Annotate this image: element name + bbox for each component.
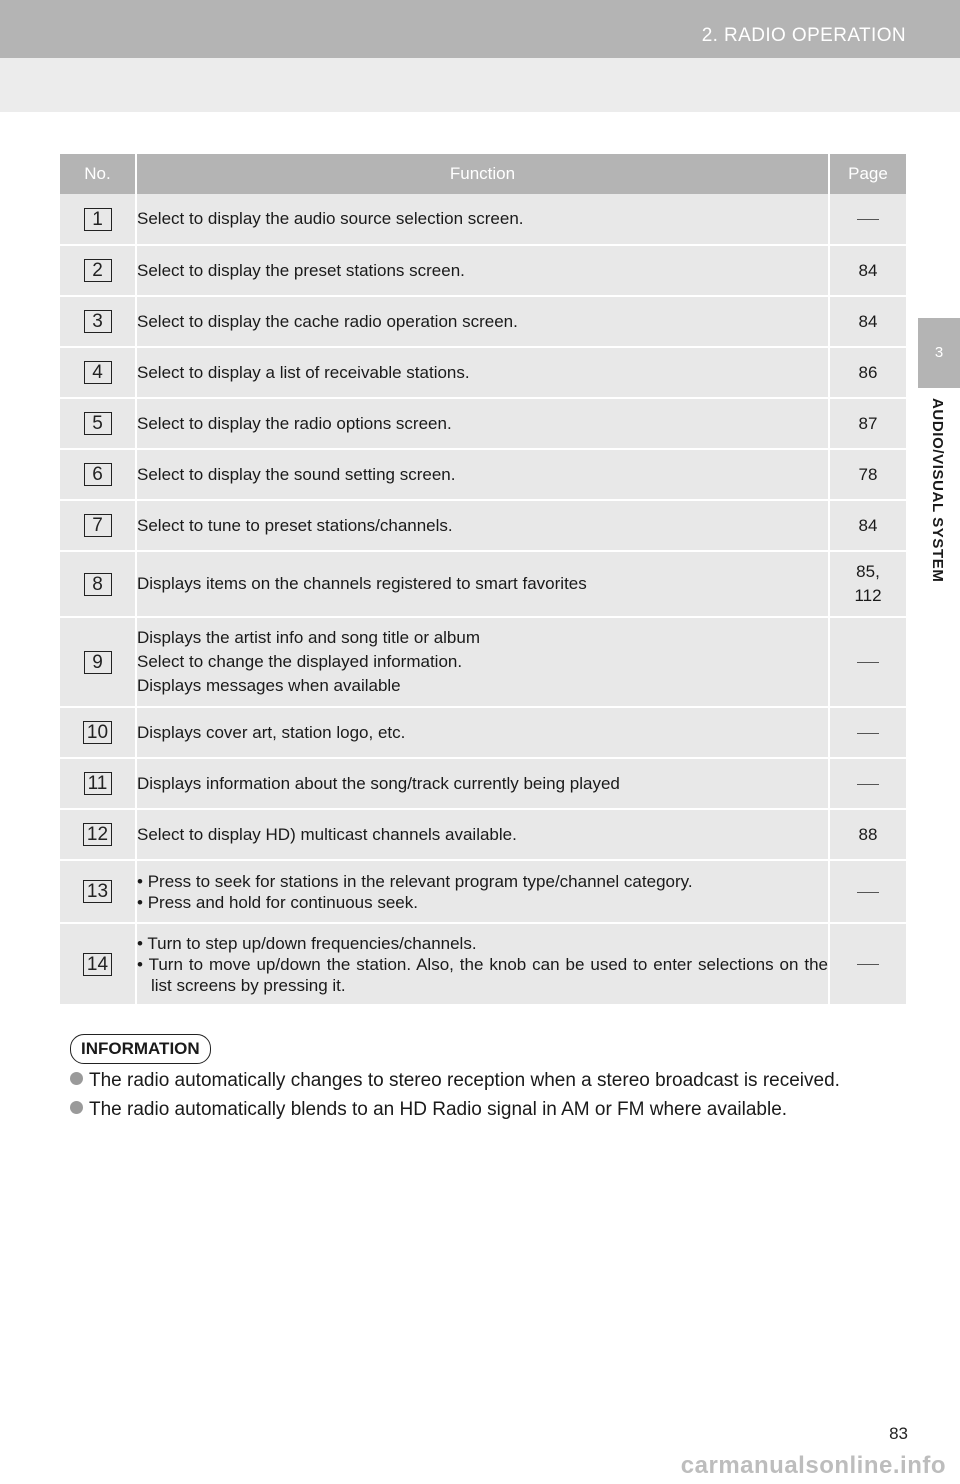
function-cell bbox=[136, 809, 829, 860]
watermark: carmanualsonline.info bbox=[680, 1452, 946, 1479]
function-text: Select to display the preset stations screen. bbox=[137, 260, 465, 280]
function-text: Select to display the cache radio operation screen. bbox=[137, 311, 518, 331]
page-cell bbox=[829, 707, 906, 758]
row-number-cell bbox=[60, 296, 136, 347]
function-bullet bbox=[137, 933, 828, 954]
row-number: 8 bbox=[84, 573, 112, 596]
page-cell bbox=[829, 551, 906, 617]
row-number: 14 bbox=[83, 953, 112, 976]
row-number-cell bbox=[60, 347, 136, 398]
page-number: 83 bbox=[889, 1424, 908, 1443]
table-row bbox=[60, 758, 906, 809]
bullet-text: Turn to move up/down the station. Also, the knob can be used to enter selections on the list screens by pressing it. bbox=[148, 954, 828, 995]
row-number: 2 bbox=[84, 259, 112, 282]
row-number: 7 bbox=[84, 514, 112, 537]
function-text: Displays the artist info and song title or album bbox=[137, 628, 481, 647]
no-page-dash-icon bbox=[857, 662, 879, 663]
table-row bbox=[60, 860, 906, 923]
page-reference: 87 bbox=[858, 413, 878, 433]
table-row bbox=[60, 296, 906, 347]
function-cell bbox=[136, 707, 829, 758]
page-cell bbox=[829, 296, 906, 347]
function-cell bbox=[136, 758, 829, 809]
table-row bbox=[60, 398, 906, 449]
row-number-cell bbox=[60, 500, 136, 551]
table-row bbox=[60, 347, 906, 398]
information-text: The radio automatically changes to stereo reception when a stereo broadcast is received. bbox=[89, 1070, 840, 1091]
function-cell bbox=[136, 449, 829, 500]
bullet-dot-icon bbox=[70, 1101, 83, 1114]
section-title: 2. RADIO OPERATION bbox=[701, 25, 906, 46]
function-bullet bbox=[137, 954, 828, 996]
row-number-cell bbox=[60, 809, 136, 860]
function-cell bbox=[136, 398, 829, 449]
table-row bbox=[60, 194, 906, 245]
row-number: 12 bbox=[83, 823, 112, 846]
function-cell bbox=[136, 617, 829, 707]
function-cell bbox=[136, 923, 829, 1005]
function-cell bbox=[136, 347, 829, 398]
row-number: 5 bbox=[84, 412, 112, 435]
chapter-tab bbox=[918, 318, 960, 388]
page-cell bbox=[829, 758, 906, 809]
page-cell bbox=[829, 398, 906, 449]
row-number: 13 bbox=[83, 880, 112, 903]
function-cell bbox=[136, 296, 829, 347]
row-number-cell bbox=[60, 923, 136, 1005]
function-text: Select to display the sound setting screen. bbox=[137, 464, 456, 484]
page-reference: 84 bbox=[858, 515, 878, 535]
row-number: 11 bbox=[84, 772, 112, 795]
information-text: The radio automatically blends to an HD Radio signal in AM or FM where available. bbox=[89, 1099, 788, 1120]
function-text: Select to change the displayed information. bbox=[137, 652, 463, 671]
page-reference: 84 bbox=[858, 260, 878, 280]
function-cell bbox=[136, 500, 829, 551]
function-cell bbox=[136, 860, 829, 923]
page-cell bbox=[829, 923, 906, 1005]
page-reference: 78 bbox=[858, 464, 878, 484]
row-number-cell bbox=[60, 398, 136, 449]
bullet-dot-icon bbox=[70, 1072, 83, 1085]
page-reference: 85, 112 bbox=[854, 562, 882, 605]
no-page-dash-icon bbox=[857, 892, 879, 893]
bullet-text: Turn to step up/down frequencies/channels. bbox=[147, 933, 477, 953]
table-row bbox=[60, 707, 906, 758]
page-cell bbox=[829, 245, 906, 296]
function-text: Select to tune to preset stations/channels. bbox=[137, 515, 453, 535]
column-header-function: Function bbox=[136, 154, 829, 194]
page-cell bbox=[829, 809, 906, 860]
bullet-icon: • bbox=[137, 871, 148, 891]
no-page-dash-icon bbox=[857, 733, 879, 734]
row-number: 10 bbox=[83, 721, 112, 744]
table-row bbox=[60, 449, 906, 500]
column-header-page: Page bbox=[829, 154, 906, 194]
row-number-cell bbox=[60, 245, 136, 296]
function-text: Select to display HD) multicast channels available. bbox=[137, 824, 517, 844]
function-cell bbox=[136, 245, 829, 296]
table-row bbox=[60, 923, 906, 1005]
row-number: 9 bbox=[84, 651, 112, 674]
information-label: INFORMATION bbox=[70, 1034, 211, 1064]
bullet-icon: • bbox=[137, 892, 148, 912]
chapter-label: AUDIO/VISUAL SYSTEM bbox=[929, 398, 946, 583]
page-cell bbox=[829, 500, 906, 551]
page-cell bbox=[829, 347, 906, 398]
information-item bbox=[70, 1099, 930, 1121]
row-number-cell bbox=[60, 194, 136, 245]
function-text: Select to display the radio options screen. bbox=[137, 413, 452, 433]
function-table bbox=[60, 154, 906, 1006]
column-header-no: No. bbox=[60, 154, 136, 194]
page-reference: 86 bbox=[858, 362, 878, 382]
bullet-text: Press and hold for continuous seek. bbox=[147, 892, 418, 912]
page-cell bbox=[829, 194, 906, 245]
row-number: 4 bbox=[84, 361, 112, 384]
table-header-row bbox=[60, 154, 906, 194]
function-text: Select to display a list of receivable stations. bbox=[137, 362, 470, 382]
function-cell bbox=[136, 551, 829, 617]
table-body bbox=[60, 194, 906, 1005]
function-text: Displays items on the channels registered to smart favorites bbox=[137, 574, 587, 593]
table-row bbox=[60, 500, 906, 551]
function-text: Displays information about the song/track currently being played bbox=[137, 773, 620, 793]
row-number-cell bbox=[60, 758, 136, 809]
bullet-icon: • bbox=[137, 954, 149, 974]
row-number-cell bbox=[60, 617, 136, 707]
page-reference: 84 bbox=[858, 311, 878, 331]
function-bullet bbox=[137, 892, 828, 913]
page-cell bbox=[829, 449, 906, 500]
row-number-cell bbox=[60, 707, 136, 758]
row-number: 6 bbox=[84, 463, 112, 486]
page-cell bbox=[829, 617, 906, 707]
function-text: Select to display the audio source selection screen. bbox=[137, 209, 524, 228]
bullet-icon: • bbox=[137, 933, 148, 953]
row-number-cell bbox=[60, 449, 136, 500]
header-bar bbox=[0, 0, 960, 58]
table-row bbox=[60, 617, 906, 707]
row-number-cell bbox=[60, 860, 136, 923]
page-cell bbox=[829, 860, 906, 923]
no-page-dash-icon bbox=[857, 784, 879, 785]
chapter-number: 3 bbox=[934, 344, 944, 361]
information-item bbox=[70, 1070, 930, 1092]
function-text: Displays cover art, station logo, etc. bbox=[137, 722, 406, 742]
function-text: Displays messages when available bbox=[137, 676, 401, 695]
function-cell bbox=[136, 194, 829, 245]
page-reference: 88 bbox=[858, 824, 878, 844]
bullet-text: Press to seek for stations in the relevant program type/channel category. bbox=[147, 871, 693, 891]
no-page-dash-icon bbox=[857, 219, 879, 220]
function-bullet bbox=[137, 871, 828, 892]
table-row bbox=[60, 551, 906, 617]
row-number: 3 bbox=[84, 310, 112, 333]
no-page-dash-icon bbox=[857, 964, 879, 965]
row-number: 1 bbox=[84, 208, 112, 231]
table-row bbox=[60, 245, 906, 296]
table-row bbox=[60, 809, 906, 860]
row-number-cell bbox=[60, 551, 136, 617]
